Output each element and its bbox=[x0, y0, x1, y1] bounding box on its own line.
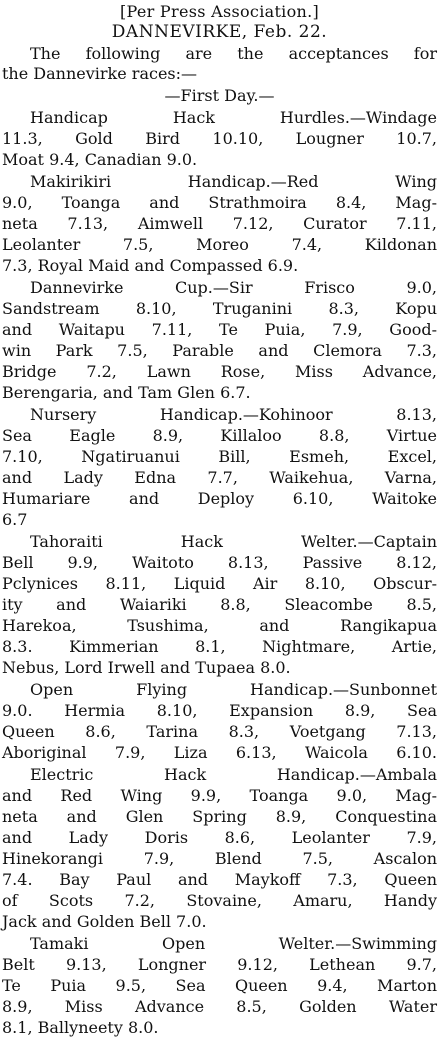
text-line: Hinekorangi 7.9, Blend 7.5, Ascalon bbox=[2, 849, 437, 868]
text-line: and Waitapu 7.11, Te Puia, 7.9, Good- bbox=[2, 320, 437, 339]
text-line: Sandstream 8.10, Truganini 8.3, Kopu bbox=[2, 299, 437, 318]
race-heading-line: Makirikiri Handicap.—Red Wing bbox=[30, 172, 437, 191]
text-line: and Red Wing 9.9, Toanga 9.0, Mag- bbox=[2, 786, 437, 805]
text-line: Bridge 7.2, Lawn Rose, Miss Advance, bbox=[2, 362, 437, 381]
text-line: Queen 8.6, Tarina 8.3, Voetgang 7.13, bbox=[2, 722, 437, 741]
text-line: win Park 7.5, Parable and Clemora 7.3, bbox=[2, 341, 437, 360]
text-line: 11.3, Gold Bird 10.10, Lougner 10.7, bbox=[2, 129, 437, 148]
text-line: The following are the acceptances for bbox=[30, 44, 437, 63]
text-line: 9.0, Toanga and Strathmoira 8.4, Mag- bbox=[2, 193, 437, 212]
text-line: 8.1, Ballyneety 8.0. bbox=[2, 1018, 159, 1037]
text-line: Pclynices 8.11, Liquid Air 8.10, Obscur- bbox=[2, 574, 437, 593]
section-heading: —First Day.— bbox=[164, 86, 275, 105]
text-line: Bell 9.9, Waitoto 8.13, Passive 8.12, bbox=[2, 553, 437, 572]
text-line: Leolanter 7.5, Moreo 7.4, Kildonan bbox=[2, 235, 437, 254]
race-heading-line: Open Flying Handicap.—Sunbonnet bbox=[30, 680, 437, 699]
text-line: Nebus, Lord Irwell and Tupaea 8.0. bbox=[2, 658, 291, 677]
race-heading-line: Handicap Hack Hurdles.—Windage bbox=[30, 108, 437, 127]
text-line: 7.3, Royal Maid and Compassed 6.9. bbox=[2, 256, 299, 275]
text-line: 9.0. Hermia 8.10, Expansion 8.9, Sea bbox=[2, 701, 437, 720]
text-line: Aboriginal 7.9, Liza 6.13, Waicola 6.10. bbox=[2, 743, 437, 762]
text-line: neta and Glen Spring 8.9, Conquestina bbox=[2, 807, 437, 826]
text-line: Harekoa, Tsushima, and Rangikapua bbox=[2, 616, 437, 635]
text-line: Berengaria, and Tam Glen 6.7. bbox=[2, 383, 251, 402]
race-heading-line: Dannevirke Cup.—Sir Frisco 9.0, bbox=[30, 278, 437, 297]
race-heading-line: Electric Hack Handicap.—Ambala bbox=[30, 765, 437, 784]
text-line: 7.4. Bay Paul and Maykoff 7.3, Queen bbox=[2, 870, 437, 889]
text-line: ity and Waiariki 8.8, Sleacombe 8.5, bbox=[2, 595, 437, 614]
dateline: DANNEVIRKE, Feb. 22. bbox=[111, 22, 328, 42]
agency-credit: [Per Press Association.] bbox=[119, 2, 320, 21]
text-line: 6.7 bbox=[2, 510, 28, 529]
text-line: of Scots 7.2, Stovaine, Amaru, Handy bbox=[2, 891, 437, 910]
race-heading-line: Nursery Handicap.—Kohinoor 8.13, bbox=[30, 405, 437, 424]
text-line: Belt 9.13, Longner 9.12, Lethean 9.7, bbox=[2, 955, 437, 974]
text-line: 8.9, Miss Advance 8.5, Golden Water bbox=[2, 997, 437, 1016]
text-line: 7.10, Ngatiruanui Bill, Esmeh, Excel, bbox=[2, 447, 437, 466]
text-line: Sea Eagle 8.9, Killaloo 8.8, Virtue bbox=[2, 426, 437, 445]
text-line: and Lady Edna 7.7, Waikehua, Varna, bbox=[2, 468, 437, 487]
text-line: neta 7.13, Aimwell 7.12, Curator 7.11, bbox=[2, 214, 437, 233]
text-line: and Lady Doris 8.6, Leolanter 7.9, bbox=[2, 828, 437, 847]
text-line: the Dannevirke races:— bbox=[2, 64, 198, 83]
text-line: 8.3. Kimmerian 8.1, Nightmare, Artie, bbox=[2, 637, 437, 656]
text-line: Te Puia 9.5, Sea Queen 9.4, Marton bbox=[2, 976, 437, 995]
race-heading-line: Tamaki Open Welter.—Swimming bbox=[30, 934, 437, 953]
text-line: Moat 9.4, Canadian 9.0. bbox=[2, 150, 198, 169]
race-heading-line: Tahoraiti Hack Welter.—Captain bbox=[30, 532, 437, 551]
text-line: Jack and Golden Bell 7.0. bbox=[2, 912, 207, 931]
text-line: Humariare and Deploy 6.10, Waitoke bbox=[2, 489, 437, 508]
